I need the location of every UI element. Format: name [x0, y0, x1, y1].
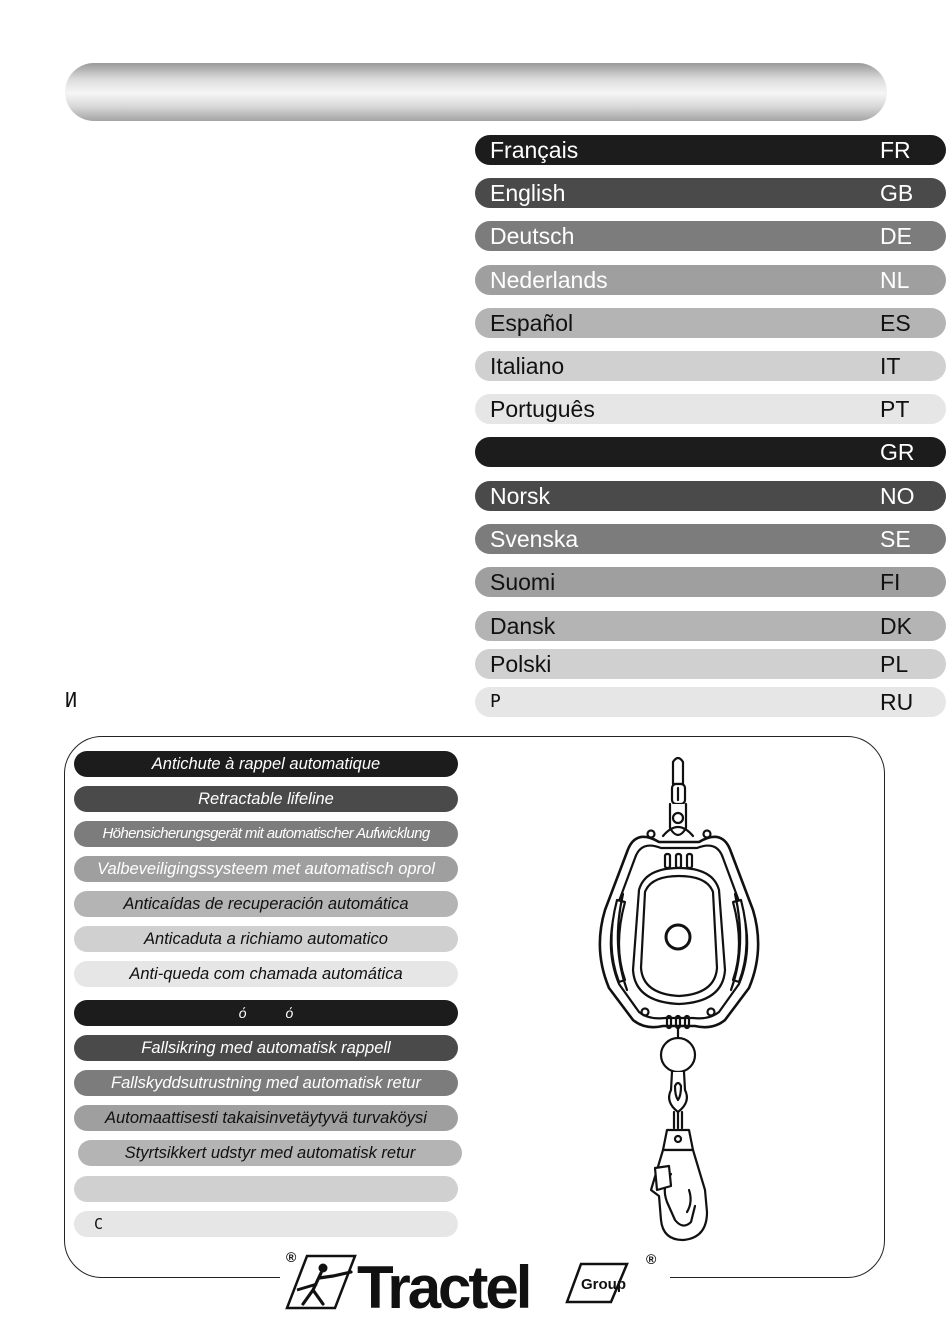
language-name: Dansk: [490, 613, 556, 639]
group-label: Group: [581, 1276, 626, 1293]
language-row-fr: [475, 135, 946, 165]
language-row-pl: [475, 649, 946, 679]
language-row-it: [475, 351, 946, 381]
language-code: PL: [880, 651, 909, 677]
language-code: ES: [880, 310, 911, 336]
product-title-text: Valbeveiligingssysteem met automatisch oprol: [97, 860, 435, 878]
language-name: Р: [490, 691, 501, 712]
product-title-1: [74, 786, 458, 812]
language-row-fi: [475, 567, 946, 597]
registered-mark-right: ®: [646, 1251, 657, 1267]
product-title-8: [74, 1035, 458, 1061]
product-title-text: Anticaduta a richiamo automatico: [144, 930, 388, 948]
language-name: Português: [490, 396, 595, 422]
tractel-group-logo: [283, 1246, 668, 1312]
product-title-7: [74, 1000, 458, 1026]
product-title-5: [74, 926, 458, 952]
language-name: Français: [490, 137, 579, 163]
product-title-6: [74, 961, 458, 987]
product-title-4: [74, 891, 458, 917]
language-row-gb: [475, 178, 946, 208]
language-name: Español: [490, 310, 574, 336]
language-row-dk: [475, 611, 946, 641]
language-code: FI: [880, 569, 901, 595]
language-code: DE: [880, 223, 912, 249]
product-title-13: [74, 1211, 458, 1237]
language-name: English: [490, 180, 566, 206]
language-row-de: [475, 221, 946, 251]
product-title-text: Höhensicherungsgerät mit automatischer Aufwicklung: [102, 825, 430, 842]
language-name: Svenska: [490, 526, 579, 552]
registered-mark: ®: [286, 1249, 297, 1265]
language-code: NO: [880, 483, 915, 509]
language-row-gr: [475, 437, 946, 467]
language-code: RU: [880, 689, 914, 715]
product-title-9: [74, 1070, 458, 1096]
side-glyph: И: [65, 688, 78, 712]
product-title-text: Automaattisesti takaisinvetäytyvä turvaköysi: [105, 1109, 427, 1127]
language-code: FR: [880, 137, 911, 163]
product-title-2: [74, 821, 458, 847]
product-title-text: Styrtsikkert udstyr med automatisk retur: [124, 1144, 416, 1162]
product-title-12: [74, 1176, 458, 1202]
language-row-pt: [475, 394, 946, 424]
product-title-text: Antichute à rappel automatique: [151, 755, 381, 773]
language-name: Norsk: [490, 483, 551, 509]
brand-name: Tractel: [357, 1254, 530, 1312]
product-title-text: Anti-queda com chamada automática: [129, 965, 403, 983]
language-row-no: [475, 481, 946, 511]
language-name: Nederlands: [490, 267, 608, 293]
language-code: DK: [880, 613, 912, 639]
language-name: Polski: [490, 651, 552, 677]
language-code: PT: [880, 396, 910, 422]
product-title-text: Fallsikring med automatisk rappell: [141, 1039, 391, 1057]
product-title-3: [74, 856, 458, 882]
language-code: SE: [880, 526, 911, 552]
language-row-nl: [475, 265, 946, 295]
language-code: GR: [880, 439, 915, 465]
language-code: IT: [880, 353, 901, 379]
product-title-text: Retractable lifeline: [198, 790, 334, 808]
language-row-se: [475, 524, 946, 554]
product-title-text: Fallskyddsutrustning med automatisk retur: [111, 1074, 421, 1092]
header-banner: [65, 63, 887, 121]
language-name: Suomi: [490, 569, 556, 595]
language-code: NL: [880, 267, 910, 293]
language-row-es: [475, 308, 946, 338]
language-name: Deutsch: [490, 223, 575, 249]
product-title-text: С: [94, 1215, 104, 1233]
product-title-text: Anticaídas de recuperación automática: [123, 895, 409, 913]
product-title-11: [78, 1140, 462, 1166]
language-name: Italiano: [490, 353, 565, 379]
product-title-text: ό ό: [238, 1005, 294, 1021]
language-row-ru: [475, 687, 946, 717]
language-code: GB: [880, 180, 914, 206]
product-title-10: [74, 1105, 458, 1131]
product-title-0: [74, 751, 458, 777]
retractable-lifeline-illustration: [575, 750, 785, 1245]
